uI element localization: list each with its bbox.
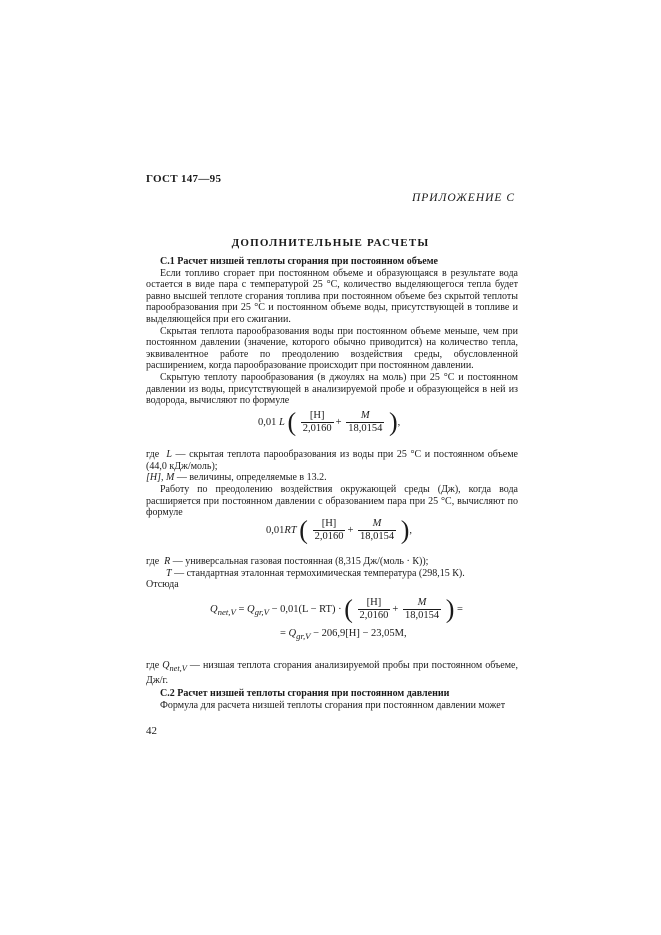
fraction: $\frac{M}{18,0154}$ bbox=[404, 597, 440, 621]
appendix-label: ПРИЛОЖЕНИЕ С bbox=[411, 192, 515, 204]
paragraph: Если топливо сгорает при постоянном объеме и образующаяся в результате вода остается в виде пара с температурой 25 °С, количество выделяющегося тепла будет равно высшей теплоте сгорания топлива при постоянном объеме без скрытой теплоты парообразования при 25 °С и постоянном объеме воды, присутствующей в топливе и выделяющейся при его сжигании. bbox=[146, 267, 518, 325]
paragraph-work: Работу по преодолению воздействия окружающей среды (Дж), когда вода расширяется при постоянном давлении с образованием пара при 25 °С, вычисляют по формуле bbox=[146, 484, 518, 519]
fraction: $\frac{[H]}{2,0160}$ bbox=[359, 597, 389, 621]
definitions-2: где R — универсальная газовая постоянная (8,315 Дж/(моль · К)); T — стандартная эталонная термохимическая температура (298,15 К). Отсюда bbox=[146, 556, 465, 591]
fraction: $\frac{M}{18,0154}$ bbox=[359, 518, 395, 542]
section-1-heading: С.1 Расчет низшей теплоты сгорания при постоянном объеме bbox=[160, 256, 438, 267]
formula-net-calorific-line2: = $Q_{gr,V} - 206,9[H] - 23,05M$, bbox=[280, 628, 407, 642]
page-number: 42 bbox=[146, 725, 157, 737]
formula-latent-heat: 0,01 L ( $\frac{[H]}{2,0160}$ + $\frac{M}{18,0154}$ ), bbox=[258, 407, 401, 437]
section-2-heading: С.2 Расчет низшей теплоты сгорания при постоянном давлении bbox=[160, 688, 450, 699]
formula-work: 0,01RT ( $\frac{[H]}{2,0160}$ + $\frac{M}{18,0154}$ ), bbox=[266, 515, 413, 545]
section-2 bbox=[146, 688, 518, 711]
paragraph: Формула для расчета низшей теплоты сгорания при постоянном давлении может bbox=[160, 699, 506, 711]
definitions-3: где $Q_{net,V}$ — низшая теплота сгорания анализируемой пробы при постоянном объеме, Дж/г. bbox=[146, 660, 519, 686]
page-title: ДОПОЛНИТЕЛЬНЫЕ РАСЧЕТЫ bbox=[231, 237, 430, 249]
paragraph: Скрытую теплоту парообразования (в джоулях на моль) при 25 °С и постоянном давлении из воды, присутствующей в анализируемой пробе и образующейся в ней из водорода, вычисляют по формуле bbox=[146, 371, 518, 407]
fraction: $\frac{[H]}{2,0160}$ bbox=[302, 410, 332, 434]
definitions-1: где L — скрытая теплота парообразования из воды при 25 °С и постоянном объеме (44,0 кДж/моль); [H], M — величины, определяемые в 13.2. bbox=[146, 449, 518, 484]
section-1 bbox=[146, 256, 518, 407]
fraction: $\frac{[H]}{2,0160}$ bbox=[314, 518, 344, 542]
paragraph: Скрытая теплота парообразования воды при постоянном объеме меньше, чем при постоянном давлении (значение, которого обычно приводится) на количество тепла, эквивалентное работе по преодолению воздействия среды, обусловленной расширением, когда парообразование происходит при постоянном давлении. bbox=[146, 325, 518, 372]
doc-code: ГОСТ 147—95 bbox=[146, 173, 222, 185]
fraction: $\frac{M}{18,0154}$ bbox=[348, 410, 383, 434]
formula-net-calorific: $Q_{net,V} = Q_{gr,V} - 0,01(L - RT)$ · ( $\frac{[H]}{2,0160}$ + $\frac{M}{18,0154}$ ) = bbox=[210, 594, 463, 624]
